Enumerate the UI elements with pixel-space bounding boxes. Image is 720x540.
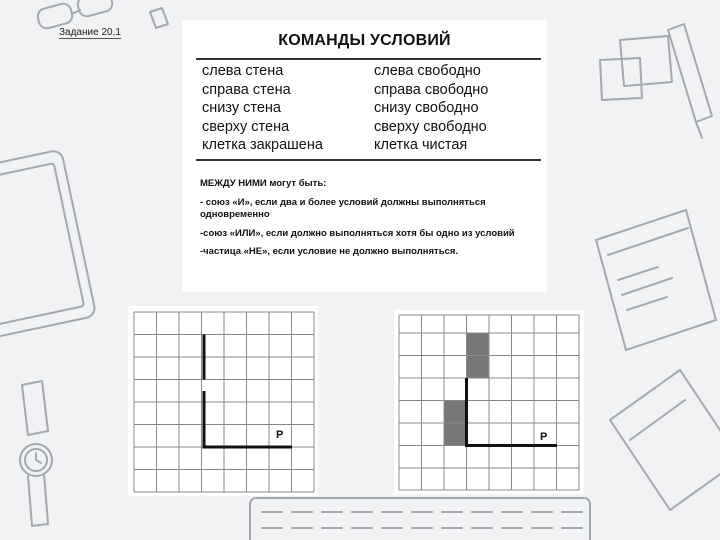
free-conditions-list	[374, 62, 488, 155]
notebook-icon	[596, 210, 716, 350]
note-item: -частица «НЕ», если условие не должно выполняться.	[200, 246, 459, 257]
shaded-cell	[444, 423, 467, 446]
top-rule	[196, 58, 541, 60]
book-icon	[610, 370, 720, 510]
condition-item: слева стена	[202, 63, 284, 79]
condition-item: клетка чистая	[374, 137, 468, 153]
bottom-rule	[196, 159, 541, 161]
notes	[200, 178, 540, 265]
condition-item: сверху свободно	[374, 118, 487, 135]
condition-item: слева свободно	[374, 63, 481, 79]
conditions-panel	[182, 20, 547, 292]
sticky-notes-icon	[600, 36, 672, 100]
note-item: - союз «И», если два и более условий должны выполняться одновременно	[200, 196, 486, 220]
panel-title: КОМАНДЫ УСЛОВИЙ	[278, 32, 451, 49]
glasses-icon	[36, 0, 114, 30]
tablet-icon	[0, 149, 96, 340]
condition-item: справа стена	[202, 81, 291, 98]
watch-icon	[20, 381, 52, 526]
note-item: -союз «ИЛИ», если должно выполняться хотя бы одно из условий	[200, 227, 515, 239]
shaded-cell	[467, 356, 490, 379]
keyboard-icon	[250, 498, 590, 540]
condition-item: справа свободно	[374, 81, 489, 98]
robot-label: Р	[276, 429, 284, 441]
condition-item: клетка закрашена	[202, 137, 323, 153]
condition-item: снизу свободно	[374, 100, 479, 116]
grid-lines	[134, 312, 314, 492]
shaded-cell	[467, 333, 490, 356]
robot-grid-1	[128, 306, 318, 496]
robot-label: Р	[540, 431, 548, 443]
grid-lines	[399, 315, 579, 490]
shaded-cell	[444, 401, 467, 424]
note-item: МЕЖДУ НИМИ могут быть:	[200, 178, 327, 189]
condition-item: снизу стена	[202, 100, 281, 116]
condition-item: сверху стена	[202, 118, 290, 135]
task-label: Задание 20.1	[59, 27, 121, 38]
wall-conditions-list	[202, 62, 323, 155]
pen-icon	[668, 24, 712, 138]
robot-grid-2	[394, 310, 584, 494]
